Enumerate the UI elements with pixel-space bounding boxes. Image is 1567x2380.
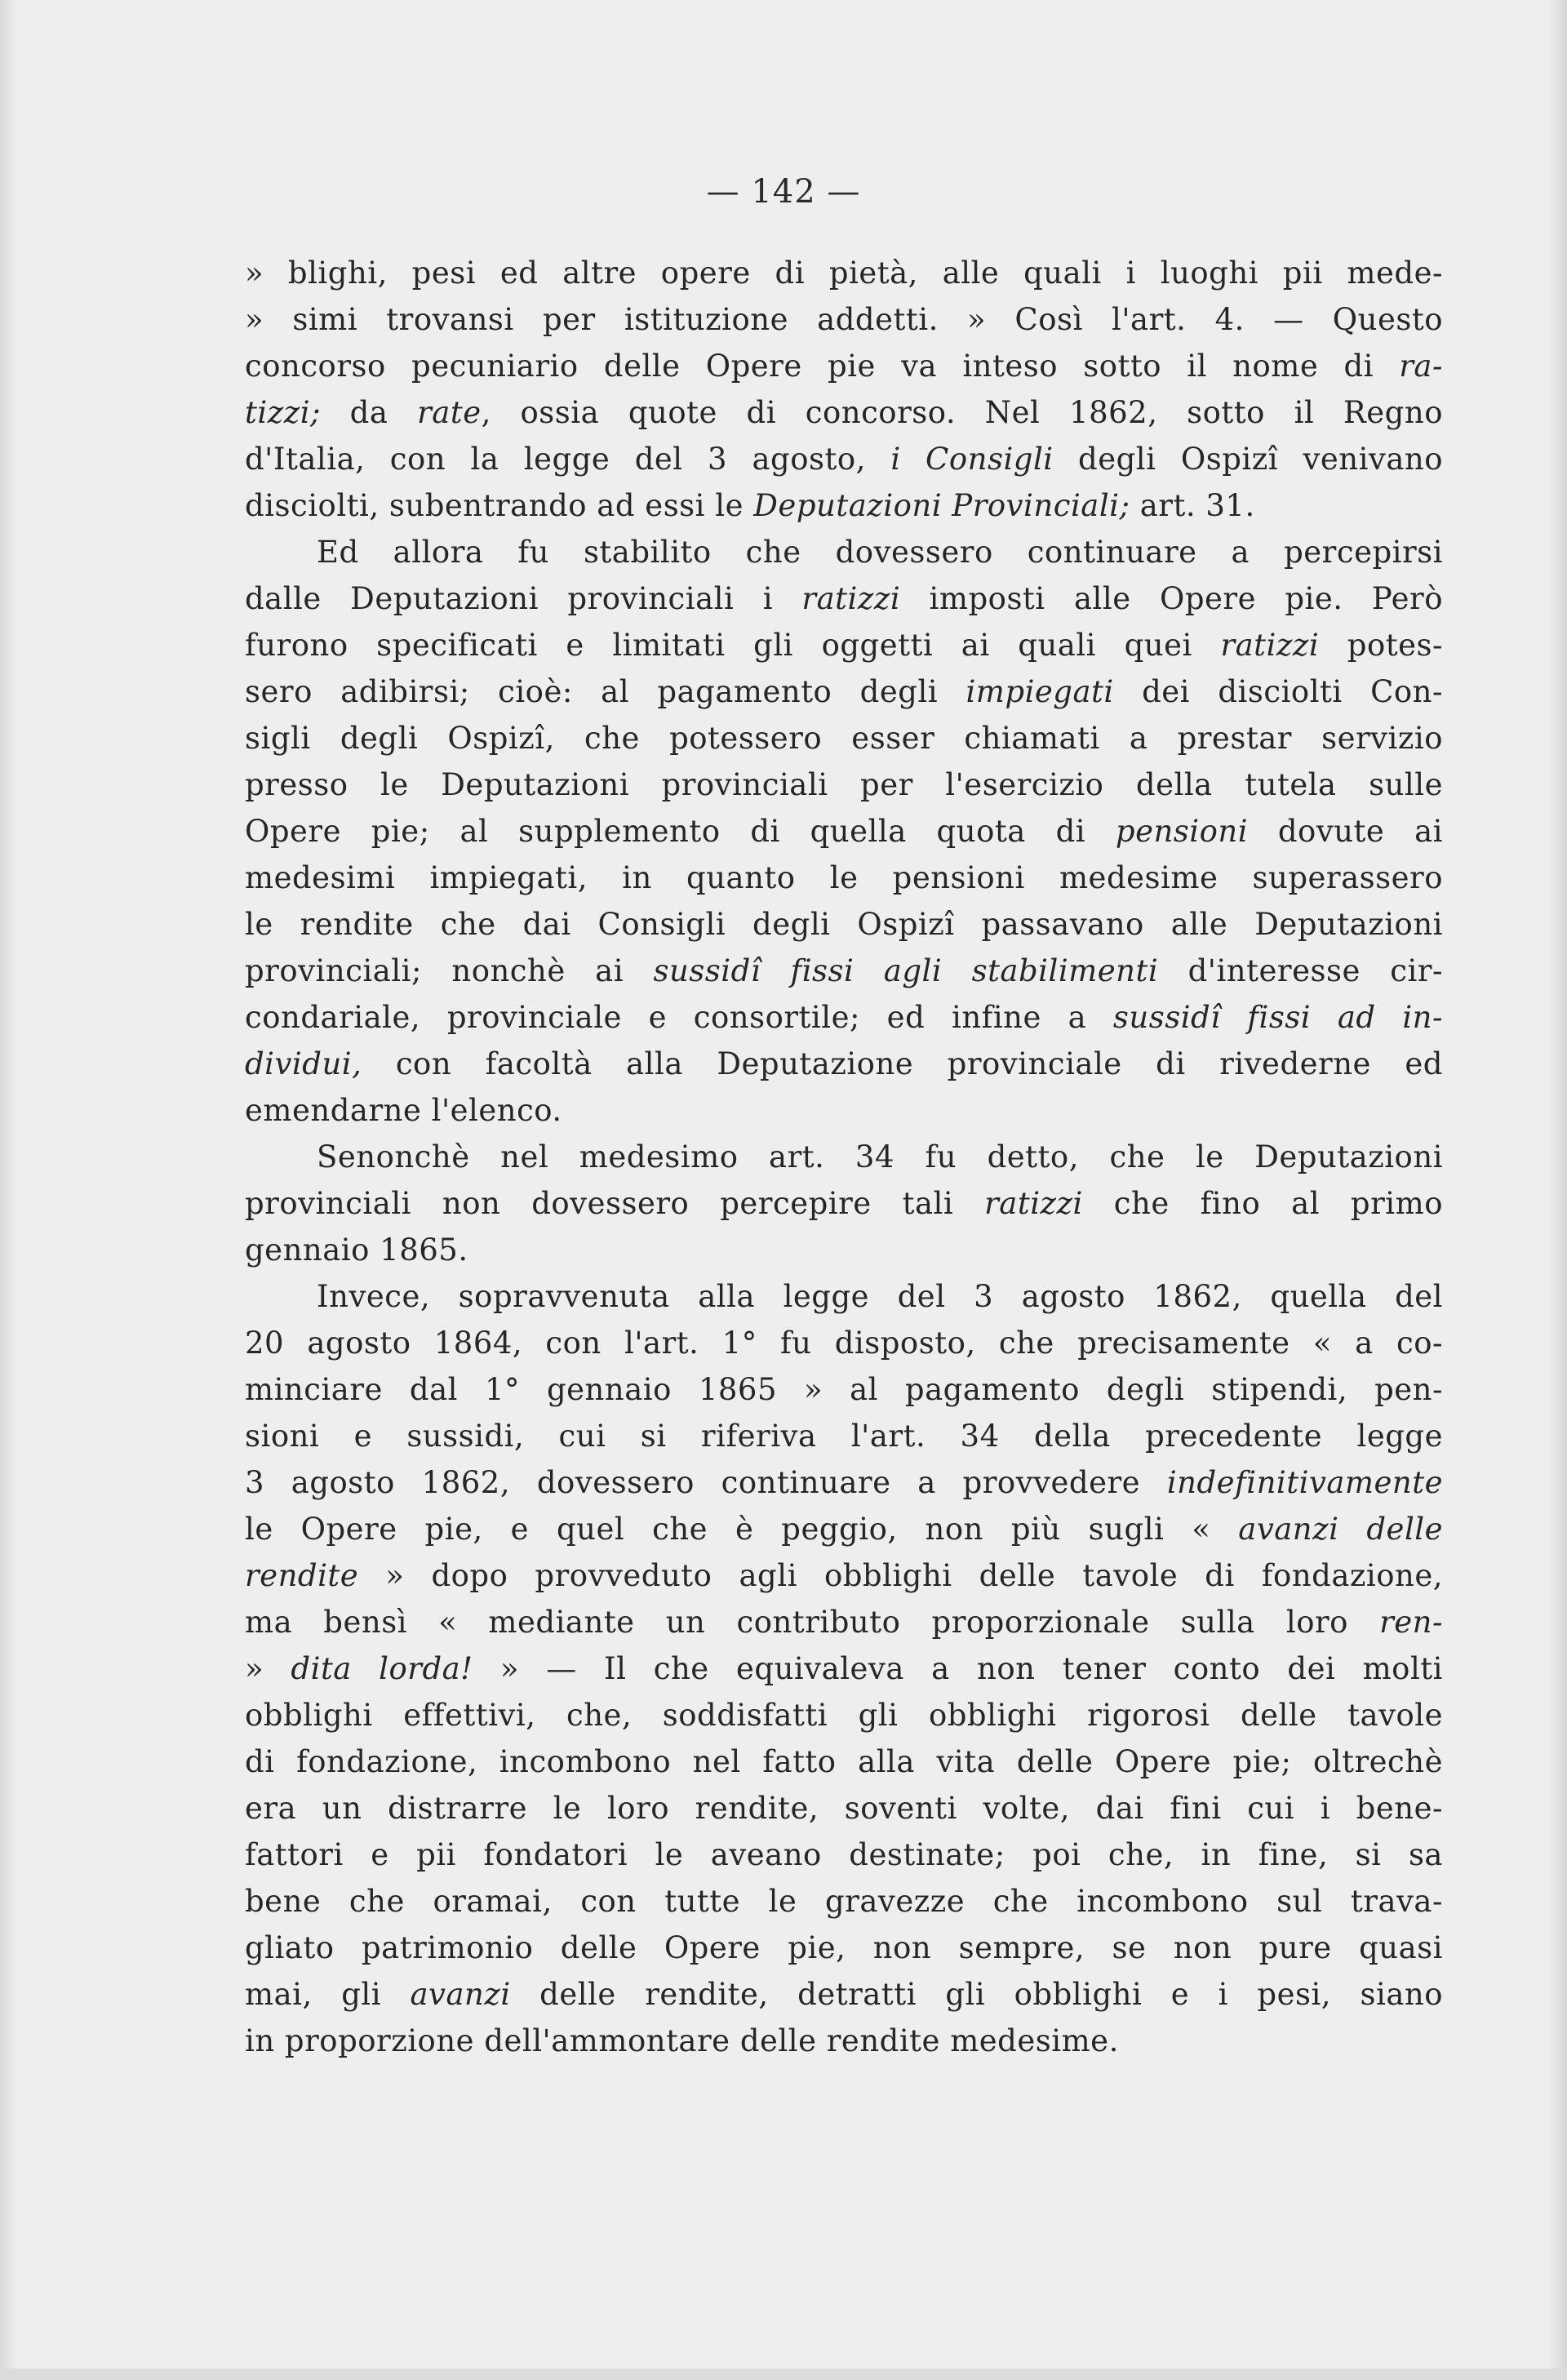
text-line [245,1366,1443,1413]
text-line [245,250,1443,296]
italic-text: sussidî fissi agli stabilimenti [653,953,1159,988]
text-line [245,529,1443,575]
text-segment: » — Il che equivaleva a non tener conto dei molti [473,1651,1443,1686]
italic-text: avanzi delle [1238,1512,1444,1547]
text-segment: d'Italia, con la legge del 3 agosto, [245,442,891,477]
text-segment: 20 agosto 1864, con l'art. 1° fu disposto, che precisamente « a co- [245,1325,1443,1361]
text-line [245,1599,1443,1645]
text-segment: gliato patrimonio delle Opere pie, non sempre, se non pure quasi [245,1930,1443,1965]
text-line [245,1134,1443,1180]
text-line [245,1506,1443,1552]
italic-text: dita lorda! [291,1651,473,1686]
text-line [245,901,1443,948]
scan-edge-right [1549,0,1567,2380]
text-line [245,1413,1443,1459]
text-line [245,1087,1443,1134]
text-segment: fattori e pii fondatori le aveano destinate; poi che, in fine, si sa [245,1837,1443,1872]
text-segment: furono specificati e limitati gli oggetti ai quali quei [245,628,1221,663]
text-segment: » [245,1651,291,1686]
text-line [245,1925,1443,1971]
text-segment: in proporzione dell'ammontare delle rendite medesime. [245,2023,1119,2058]
text-segment: emendarne l'elenco. [245,1093,562,1128]
text-segment: Ed allora fu stabilito che dovessero continuare a percepirsi [317,535,1443,570]
text-line [245,1645,1443,1692]
italic-text: ren- [1379,1605,1443,1640]
text-line [245,948,1443,994]
italic-text: sussidî fissi ad in- [1112,1000,1443,1035]
text-segment: di fondazione, incombono nel fatto alla vita delle Opere pie; oltrechè [245,1744,1443,1779]
italic-text: tizzi; [245,395,321,430]
text-segment: Senonchè nel medesimo art. 34 fu detto, che le Deputazioni [317,1139,1443,1174]
text-segment: mai, gli [245,1977,411,2012]
text-segment: sero adibirsi; cioè: al pagamento degli [245,674,966,709]
text-segment: le rendite che dai Consigli degli Ospizî passavano alle Deputazioni [245,907,1443,942]
italic-text: ra- [1399,349,1443,384]
text-segment: obblighi effettivi, che, soddisfatti gli obblighi rigorosi delle tavole [245,1698,1443,1733]
text-segment: degli Ospizî venivano [1053,442,1443,477]
italic-text: pensioni [1115,814,1249,849]
text-segment: provinciali non dovessero percepire tali [245,1186,985,1221]
text-line [245,1273,1443,1320]
text-line [245,668,1443,715]
italic-text: i Consigli [890,442,1054,477]
text-segment: , ossia quote di concorso. Nel 1862, sotto il Regno [481,395,1443,430]
text-segment: bene che oramai, con tutte le gravezze che incombono sul trava- [245,1884,1443,1919]
text-line [245,1785,1443,1832]
text-line [245,2018,1443,2064]
page-number: — 142 — [706,173,861,211]
text-line [245,1692,1443,1738]
text-segment: le Opere pie, e quel che è peggio, non più sugli « [245,1512,1239,1547]
italic-text: ratizzi [984,1186,1083,1221]
italic-text: avanzi [410,1977,511,2012]
text-segment: concorso pecuniario delle Opere pie va inteso sotto il nome di [245,349,1400,384]
italic-text: ratizzi [1220,628,1320,663]
text-segment: condariale, provinciale e consortile; ed infine a [245,1000,1113,1035]
text-segment: ma bensì « mediante un contributo proporzionale sulla loro [245,1605,1380,1640]
text-line [245,575,1443,622]
text-segment: imposti alle Opere pie. Però [900,581,1444,616]
text-line [245,855,1443,901]
text-segment: presso le Deputazioni provinciali per l'esercizio della tutela sulle [245,767,1443,802]
text-segment: potes- [1319,628,1443,663]
text-line [245,994,1443,1041]
italic-text: dividui, [245,1046,362,1081]
text-line [245,1320,1443,1366]
text-line [245,343,1443,389]
scan-edge-left [0,0,18,2380]
text-line [245,1878,1443,1925]
text-line [245,1041,1443,1087]
text-segment: minciare dal 1° gennaio 1865 » al pagamento degli stipendi, pen- [245,1372,1443,1407]
text-line [245,622,1443,668]
text-line [245,389,1443,436]
text-line [245,1738,1443,1785]
text-line [245,808,1443,855]
text-segment: da [321,395,418,430]
text-line [245,715,1443,762]
italic-text: Deputazioni Provinciali; [753,488,1130,523]
text-segment: che fino al primo [1082,1186,1443,1221]
text-segment: » dopo provveduto agli obblighi delle tavole di fondazione, [358,1558,1443,1593]
text-line [245,1971,1443,2018]
text-segment: provinciali; nonchè ai [245,953,654,988]
text-segment: delle rendite, detratti gli obblighi e i pesi, siano [510,1977,1443,2012]
text-line [245,1552,1443,1599]
text-segment: dovute ai [1248,814,1443,849]
text-segment: sigli degli Ospizî, che potessero esser chiamati a prestar servizio [245,721,1443,756]
text-segment: 3 agosto 1862, dovessero continuare a provvedere [245,1465,1167,1500]
text-line [245,1180,1443,1227]
text-segment: medesimi impiegati, in quanto le pensioni medesime superassero [245,860,1443,895]
text-line [245,296,1443,343]
text-line [245,1832,1443,1878]
italic-text: rate [417,395,482,430]
italic-text: impiegati [966,674,1114,709]
italic-text: indefinitivamente [1166,1465,1443,1500]
text-line [245,436,1443,482]
text-segment: dei disciolti Con- [1113,674,1443,709]
scan-edge-bottom [0,2369,1567,2380]
text-line [245,1459,1443,1506]
text-segment: d'interesse cir- [1158,953,1443,988]
text-segment: gennaio 1865. [245,1232,468,1268]
text-segment: » simi trovansi per istituzione addetti. » Così l'art. 4. — Questo [245,302,1443,337]
text-segment: sioni e sussidi, cui si riferiva l'art. 34 della precedente legge [245,1419,1443,1454]
text-segment: art. 31. [1130,488,1255,523]
text-line [245,1227,1443,1273]
body-text [245,250,1443,2064]
text-segment: dalle Deputazioni provinciali i [245,581,802,616]
text-segment: Invece, sopravvenuta alla legge del 3 agosto 1862, quella del [317,1279,1443,1314]
text-segment: era un distrarre le loro rendite, soventi volte, dai fini cui i bene- [245,1791,1443,1826]
text-line [245,762,1443,808]
text-segment: Opere pie; al supplemento di quella quota di [245,814,1116,849]
italic-text: rendite [245,1558,359,1593]
italic-text: ratizzi [801,581,901,616]
book-page [18,0,1549,2369]
text-segment: con facoltà alla Deputazione provinciale di rivederne ed [362,1046,1443,1081]
text-segment: » blighi, pesi ed altre opere di pietà, alle quali i luoghi pii mede- [245,255,1443,291]
text-segment: disciolti, subentrando ad essi le [245,488,754,523]
text-line [245,482,1443,529]
